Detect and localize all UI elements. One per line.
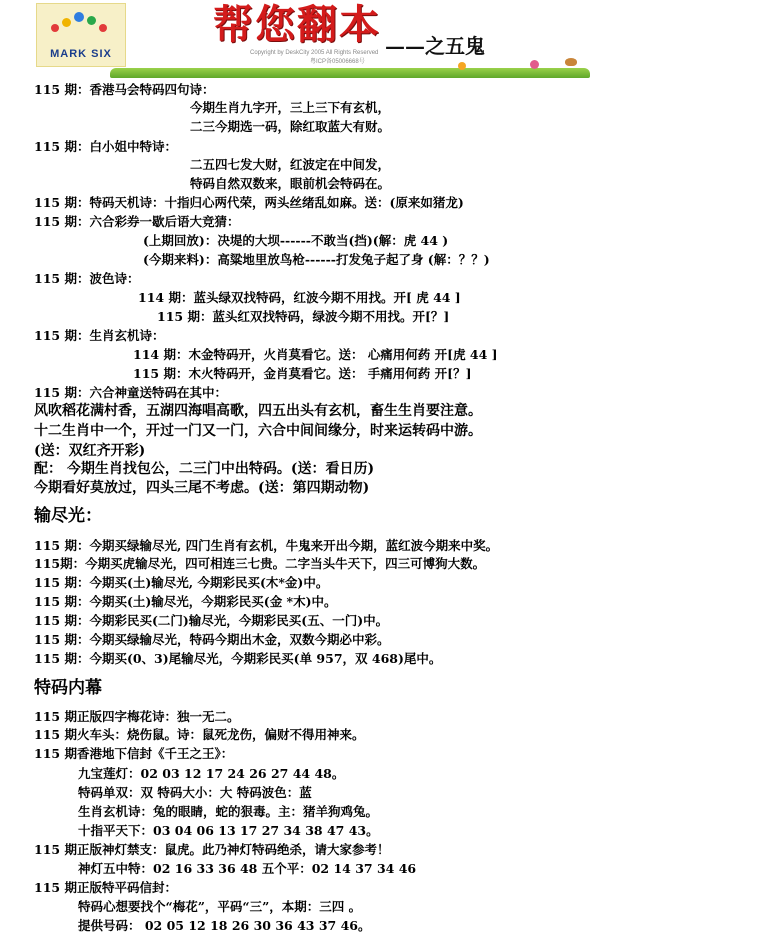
text-line: 115 期：今期买(土)输尽光, 今期彩民买(木*金)中。 — [34, 575, 329, 590]
text-line: 九宝莲灯：02 03 12 17 24 26 27 44 48。 — [78, 766, 345, 781]
text-line: 特码单双：双 特码大小：大 特码波色：蓝 — [78, 785, 312, 800]
text-line: 十二生肖中一个，开过一门又一门，六合中间间缘分，时来运转码中游。 — [34, 423, 482, 439]
text-line: 二五四七发大财，红波定在中间发， — [190, 157, 391, 172]
text-line: 特码心想要找个“梅花”，平码“三”，本期：三四 。 — [78, 899, 362, 914]
text-line: 今期生肖九字开，三上三下有玄机， — [190, 100, 391, 115]
text-line: 115 期：香港马会特码四句诗： — [34, 82, 215, 97]
text-line: 神灯五中特：02 16 33 36 48 五个平：02 14 37 34 46 — [78, 861, 417, 876]
text-line: 115 期：今期买绿输尽光，特码今期出木金，双数今期必中彩。 — [34, 632, 390, 647]
text-line: 十指平天下：03 04 06 13 17 27 34 38 47 43。 — [78, 823, 379, 838]
logo-text: MARK SIX — [50, 48, 112, 60]
banner-subtitle: ——之五鬼 — [385, 34, 485, 58]
text-line: 二三今期选一码，除红取蓝大有财。 — [190, 119, 391, 134]
copyright-text: Copyright by DeskCity 2005 All Rights Reserved — [250, 50, 379, 56]
text-line: 115 期：生肖玄机诗： — [34, 328, 165, 343]
text-line: 115 期：六合彩券一歇后语大竞猜： — [34, 214, 240, 229]
text-line: 115 期香港地下信封《千王之王》： — [34, 746, 234, 761]
text-line: 114 期：木金特码开，火肖莫看它。送： 心痛用何药 开[虎 44 ] — [133, 347, 498, 362]
banner-title: 帮您翻本 — [213, 1, 381, 48]
text-line: 生肖玄机诗：兔的眼睛，蛇的狠毒。主：猪羊狗鸡兔。 — [78, 804, 379, 819]
text-line: 115 期：白小姐中特诗： — [34, 139, 177, 154]
text-line: 特码自然双数来，眼前机会特码在。 — [190, 176, 391, 191]
text-line: 提供号码： 02 05 12 18 26 30 36 43 37 46。 — [78, 918, 371, 933]
section-heading-inside: 特码内幕 — [34, 678, 102, 698]
text-line: 115 期：特码天机诗：十指归心两代荣，两头丝绪乱如麻。送：(原来如猪龙) — [34, 195, 464, 210]
text-line: (今期来料)：高粱地里放鸟枪------打发兔子起了身 (解：？？) — [143, 252, 490, 267]
text-line: 114 期：蓝头绿双找特码，红波今期不用找。开[ 虎 44 ] — [138, 290, 461, 305]
text-line: 风吹稻花满村香，五湖四海唱高歌，四五出头有玄机，畜生生肖要注意。 — [34, 403, 482, 419]
text-line: 115 期：蓝头红双找特码，绿波今期不用找。开[？] — [157, 309, 450, 324]
license-text: 粤ICP备05006668号 — [310, 59, 365, 65]
section-heading-lose-all: 输尽光： — [34, 506, 102, 526]
text-line: 115 期：今期买绿输尽光, 四门生肖有玄机，牛鬼来开出今期，蓝红波今期来中奖。 — [34, 538, 499, 553]
text-line: 115 期火车头：烧伤鼠。诗：鼠死龙伤，偏财不得用神来。 — [34, 727, 365, 742]
text-line: 115 期：今期买(0、3)尾输尽光，今期彩民买(单 957，双 468)尾中。 — [34, 651, 442, 666]
text-line: 115 期正版神灯禁支：鼠虎。此乃神灯特码绝杀，请大家参考！ — [34, 842, 390, 857]
text-line: 今期看好莫放过，四头三尾不考虑。(送：第四期动物) — [34, 480, 370, 496]
text-line: 115 期：今期买(土)输尽光，今期彩民买(金 *木)中。 — [34, 594, 337, 609]
text-line: 115 期：今期彩民买(二门)输尽光，今期彩民买(五、一门)中。 — [34, 613, 389, 628]
text-line: 115 期：波色诗： — [34, 271, 140, 286]
text-line: (送：双红齐开彩) — [34, 443, 146, 459]
text-line: 115 期正版特平码信封： — [34, 880, 177, 895]
text-line: 配： 今期生肖找包公，二三门中出特码。(送：看日历) — [34, 461, 375, 477]
text-line: 115 期：六合神童送特码在其中： — [34, 385, 227, 400]
text-line: 115 期正版四字梅花诗：独一无二。 — [34, 709, 240, 724]
text-line: (上期回放)：决堤的大坝------不敢当(挡)(解：虎 44 ) — [143, 233, 449, 248]
text-line: 115期：今期买虎输尽光，四可相连三七贵。二字当头牛天下，四三可博狗大数。 — [34, 556, 486, 571]
text-line: 115 期：木火特码开，金肖莫看它。送： 手痛用何药 开[？] — [133, 366, 472, 381]
